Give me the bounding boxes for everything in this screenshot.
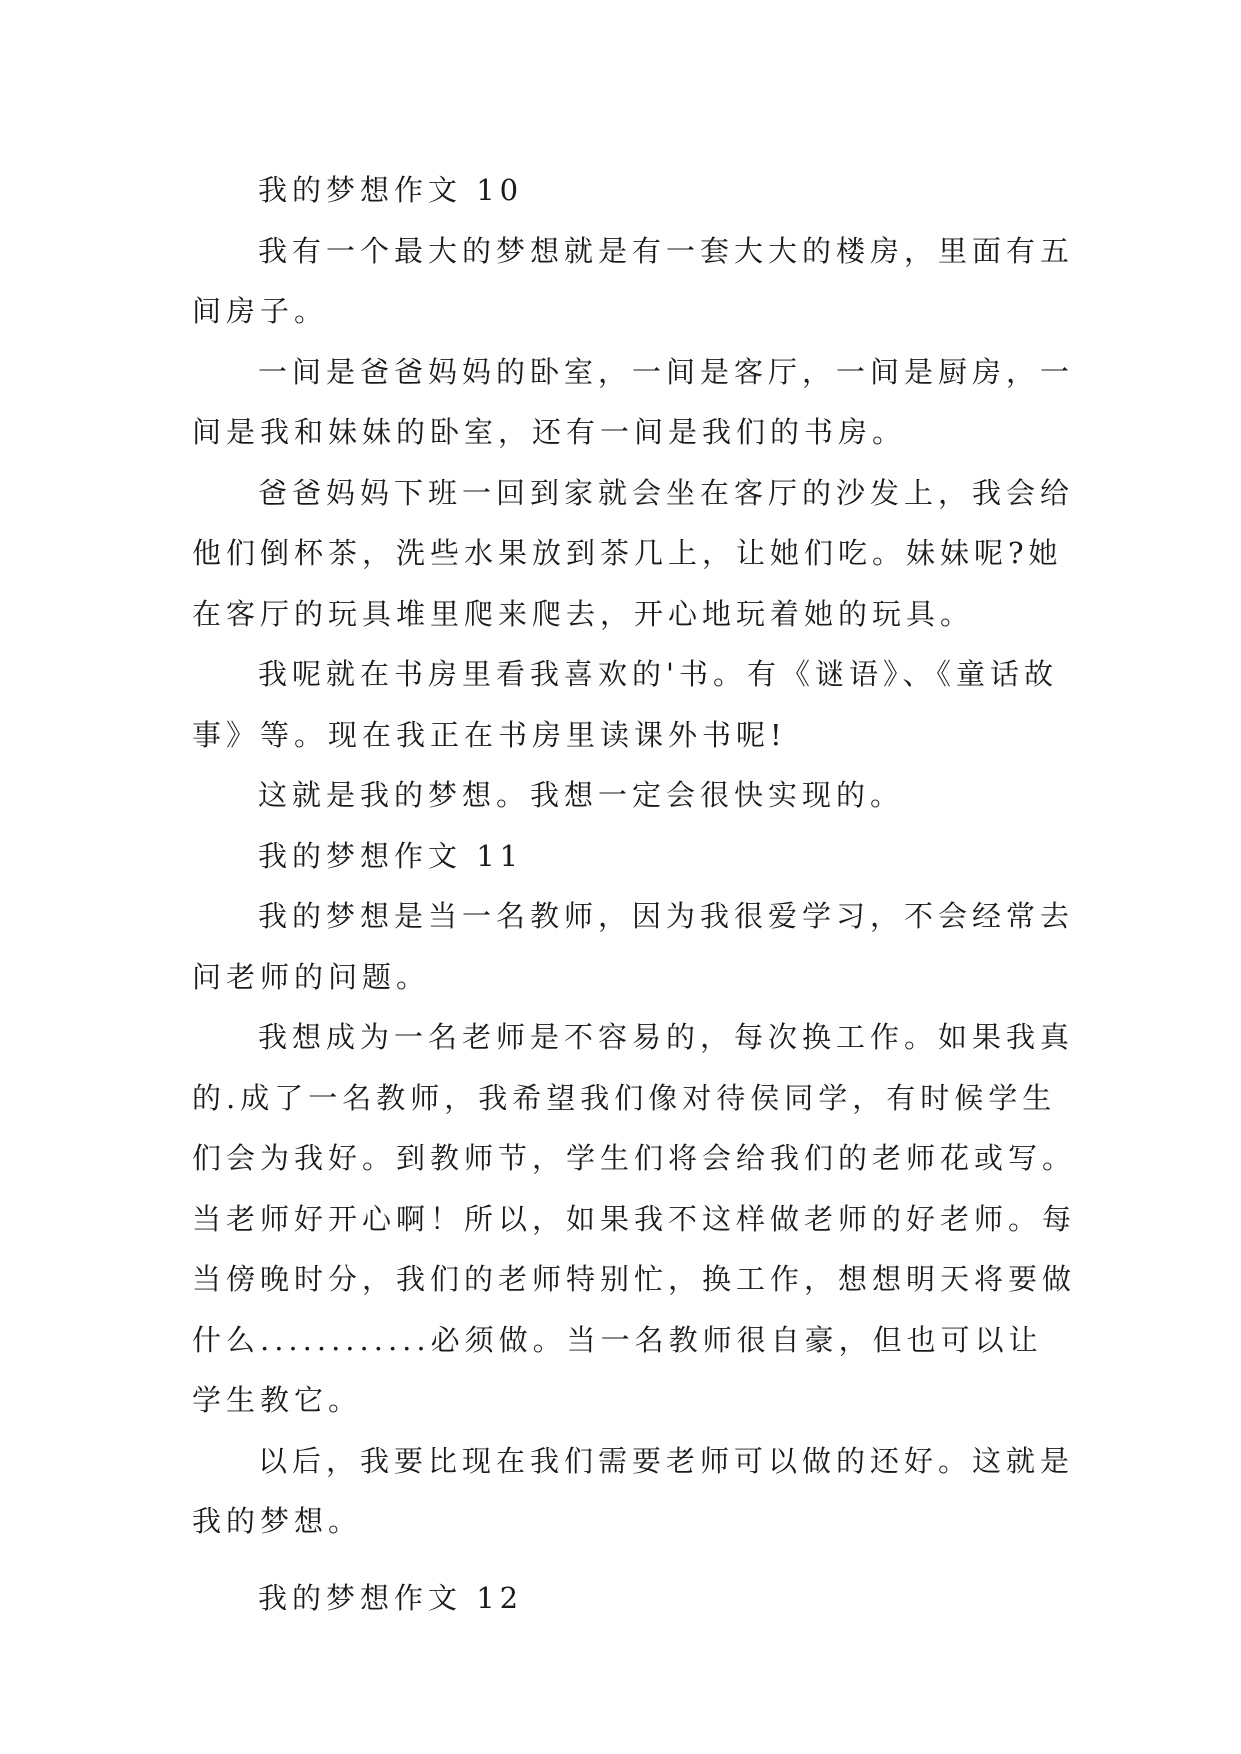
- document-body: [192, 160, 1077, 1628]
- paragraph-line: 我想成为一名老师是不容易的，每次换工作。如果我真: [258, 1020, 1075, 1054]
- paragraph-line: 什么............必须做。当一名教师很自豪，但也可以让: [192, 1322, 1043, 1357]
- paragraph-line: 间是我和妹妹的卧室，还有一间是我们的书房。: [192, 415, 907, 449]
- paragraph-line: 间房子。: [192, 294, 329, 328]
- paragraph-line: 的.成了一名教师，我希望我们像对待侯同学，有时候学生: [192, 1080, 1057, 1115]
- paragraph-line: 学生教它。: [192, 1383, 363, 1417]
- paragraph-line: 我的梦想是当一名教师，因为我很爱学习，不会经常去: [258, 899, 1075, 933]
- paragraph-line: 问老师的问题。: [192, 959, 431, 994]
- paragraph-line: 我呢就在书房里看我喜欢的'书。有《谜语》、《童话故: [258, 657, 1058, 691]
- essay-heading-11: 我的梦想作文 11: [258, 838, 524, 873]
- paragraph-line: 们会为我好。到教师节，学生们将会给我们的老师花或写。: [192, 1141, 1077, 1175]
- paragraph-line: 我有一个最大的梦想就是有一套大大的楼房，里面有五: [258, 233, 1075, 268]
- paragraph-line: 以后，我要比现在我们需要老师可以做的还好。这就是: [258, 1443, 1075, 1478]
- paragraph-line: 爸爸妈妈下班一回到家就会坐在客厅的沙发上，我会给: [258, 475, 1075, 510]
- paragraph-line: 在客厅的玩具堆里爬来爬去，开心地玩着她的玩具。: [192, 596, 975, 631]
- paragraph-line: 事》等。现在我正在书房里读课外书呢!: [192, 717, 787, 752]
- essay-heading-12: 我的梦想作文 12: [258, 1580, 524, 1615]
- paragraph-line: 一间是爸爸妈妈的卧室，一间是客厅，一间是厨房，一: [258, 354, 1075, 389]
- essay-heading-10: 我的梦想作文 10: [258, 173, 524, 207]
- paragraph-line: 当傍晚时分，我们的老师特别忙，换工作，想想明天将要做: [192, 1262, 1077, 1296]
- paragraph-line: 当老师好开心啊！所以，如果我不这样做老师的好老师。每: [192, 1201, 1077, 1236]
- paragraph-line: 我的梦想。: [192, 1504, 363, 1538]
- paragraph-line: 这就是我的梦想。我想一定会很快实现的。: [258, 778, 905, 812]
- paragraph-line: 他们倒杯茶，洗些水果放到茶几上，让她们吃。妹妹呢?她: [192, 536, 1063, 570]
